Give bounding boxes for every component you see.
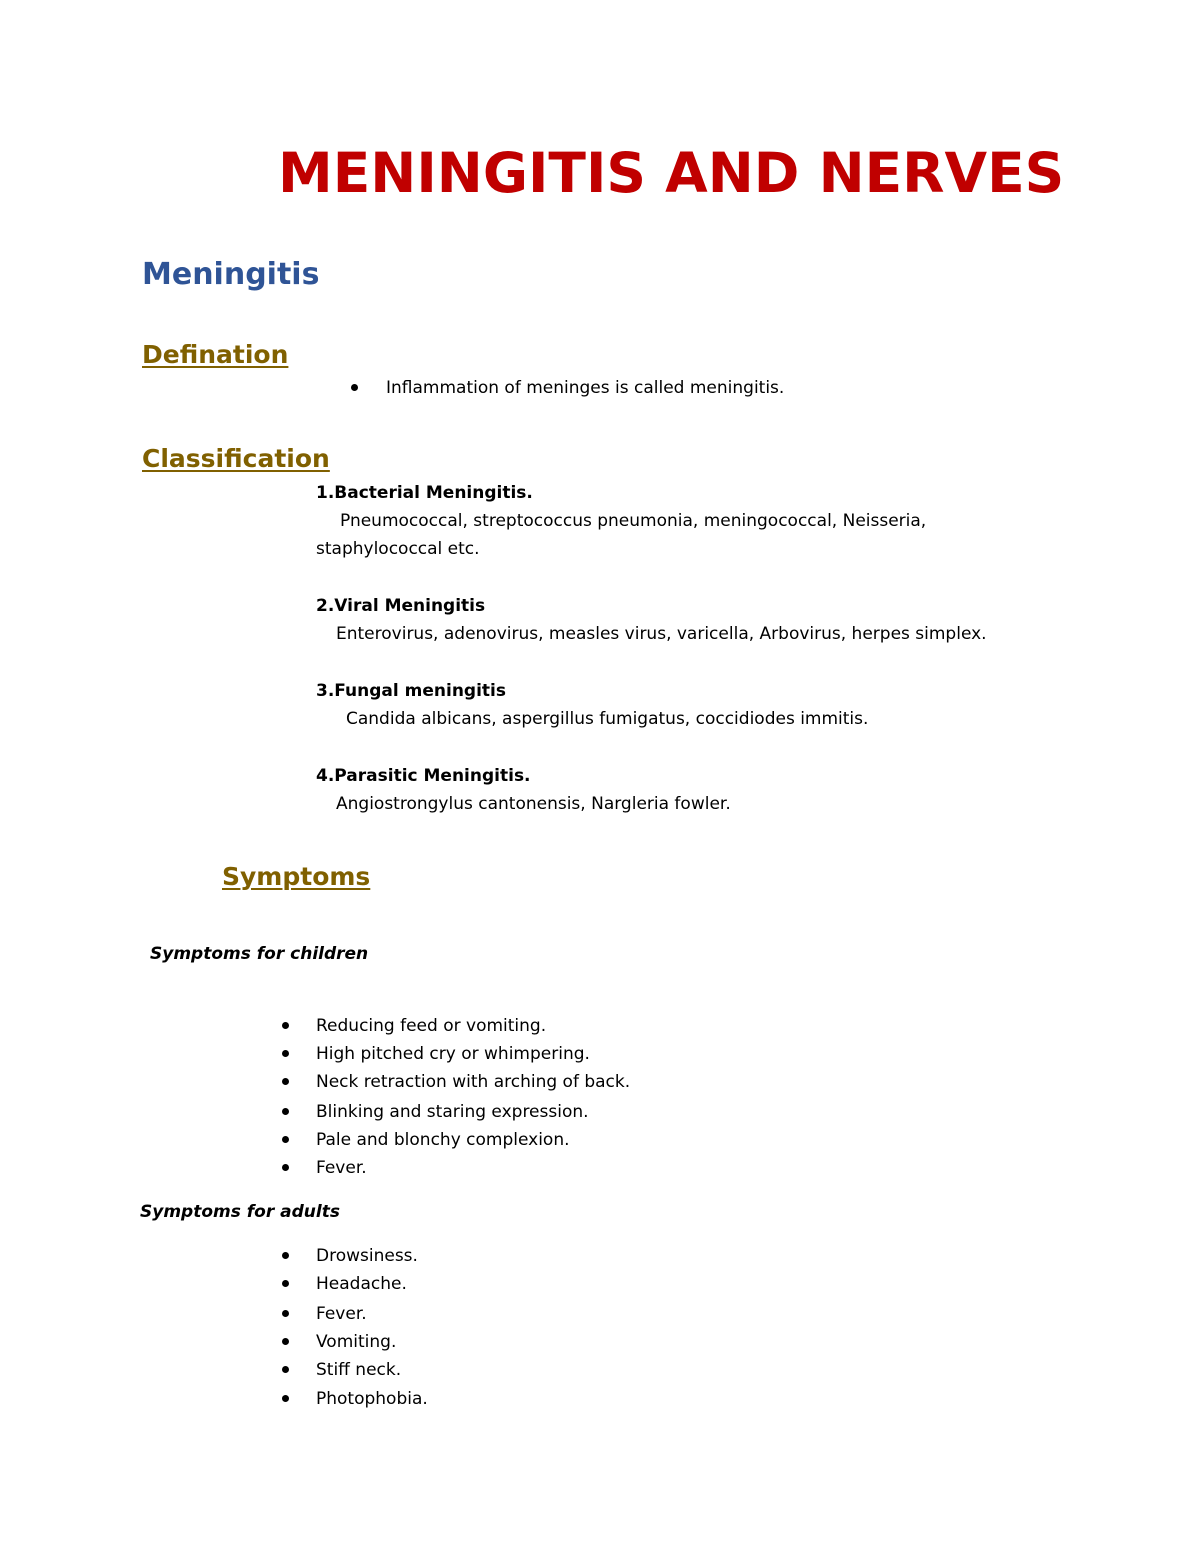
symptoms-children-heading: Symptoms for children (150, 944, 369, 964)
bullet-icon (351, 384, 358, 391)
classification-item-fungal-text: Candida albicans, aspergillus fumigatus, coccidiodes immitis. (346, 709, 869, 729)
classification-item-viral-text: Enterovirus, adenovirus, measles virus, varicella, Arbovirus, herpes simplex. (336, 624, 987, 644)
classification-item-parasitic-label: 4.Parasitic Meningitis. (316, 766, 531, 786)
bullet-icon (282, 1022, 289, 1029)
symptoms-heading: Symptoms (222, 862, 371, 891)
classification-item-bacterial-text-cont: staphylococcal etc. (316, 539, 480, 559)
list-item: Stiff neck. (316, 1360, 402, 1380)
definition-text: Inflammation of meninges is called meningitis. (386, 378, 785, 398)
list-item: Drowsiness. (316, 1246, 418, 1266)
bullet-icon (282, 1395, 289, 1402)
list-item: Pale and blonchy complexion. (316, 1130, 570, 1150)
list-item: Fever. (316, 1304, 367, 1324)
bullet-icon (282, 1108, 289, 1115)
classification-item-viral-label: 2.Viral Meningitis (316, 596, 486, 616)
list-item: Fever. (316, 1158, 367, 1178)
bullet-icon (282, 1366, 289, 1373)
classification-item-fungal-label: 3.Fungal meningitis (316, 681, 506, 701)
bullet-icon (282, 1338, 289, 1345)
classification-item-bacterial-text: Pneumococcal, streptococcus pneumonia, meningococcal, Neisseria, (340, 511, 927, 531)
list-item: Photophobia. (316, 1389, 428, 1409)
list-item: High pitched cry or whimpering. (316, 1044, 590, 1064)
bullet-icon (282, 1050, 289, 1057)
bullet-icon (282, 1280, 289, 1287)
list-item: Neck retraction with arching of back. (316, 1072, 631, 1092)
list-item: Reducing feed or vomiting. (316, 1016, 547, 1036)
bullet-icon (282, 1164, 289, 1171)
list-item: Blinking and staring expression. (316, 1102, 589, 1122)
bullet-icon (282, 1310, 289, 1317)
list-item: Vomiting. (316, 1332, 397, 1352)
classification-item-parasitic-text: Angiostrongylus cantonensis, Nargleria fowler. (336, 794, 731, 814)
classification-heading: Classification (142, 444, 330, 473)
bullet-icon (282, 1136, 289, 1143)
list-item: Headache. (316, 1274, 407, 1294)
classification-item-bacterial-label: 1.Bacterial Meningitis. (316, 483, 533, 503)
definition-heading: Defination (142, 340, 289, 369)
bullet-icon (282, 1252, 289, 1259)
bullet-icon (282, 1078, 289, 1085)
section-heading-meningitis: Meningitis (142, 257, 320, 292)
document-title: MENINGITIS AND NERVES (278, 141, 1065, 205)
symptoms-adults-heading: Symptoms for adults (140, 1202, 340, 1222)
